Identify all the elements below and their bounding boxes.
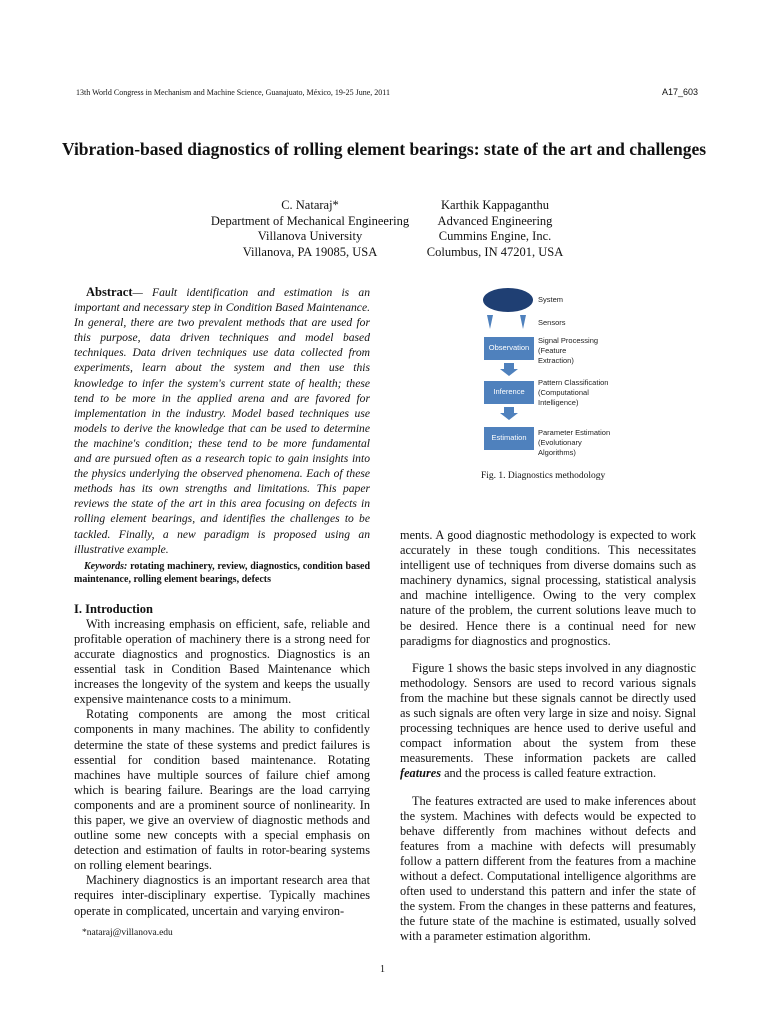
- pattern-classification-label: [538, 378, 608, 408]
- author-block-2: [410, 198, 580, 260]
- intro-paragraph-3: Machinery diagnostics is an important research area that requires inter-disciplinary expertise. Typically machines operate in complicated, uncertain and varying environ-: [74, 873, 370, 918]
- author-name: Karthik Kappaganthu: [441, 198, 549, 212]
- parameter-line: Parameter Estimation: [538, 428, 611, 437]
- signal-processing-line: (Feature: [538, 346, 567, 355]
- abstract-text: — Fault identification and estimation is an important and necessary step in Condition Based Maintenance. In general, there are two prevalent methods that are used for this purpose, data driven techniques and model based techniques. Data driven techniques use data collected from experiments, learn about the system and then use this knowledge to infer the system's current state of health; these tend to be more in the applied arena and are favored for implementation in the industry. Model based techniques use models to derive the knowledge that can be used to determine the machine's condition; these tend to be more fundamental and are pursued often as a research topic to gain insights into the physics underlying the observed phenomena. Each of these methods has its own strengths and limitations. This paper reviews the state of the art in this area focusing on defects in rolling element bearings, and identifies the challenges to be tackled. Finally, a new paradigm is proposed using an illustrative example.: [74, 286, 370, 556]
- estimation-label: Estimation: [491, 433, 527, 442]
- signal-processing-line: Signal Processing: [538, 336, 599, 345]
- pattern-line: Pattern Classification: [538, 378, 609, 387]
- author-block-1: [190, 198, 430, 260]
- intro-paragraph-1: With increasing emphasis on efficient, safe, reliable and profitable operation of machinery there is a strong need for accurate diagnostics and prognostics. Diagnostics is an essential task in Condition Based Maintenance which increases the longevity of the system and keeps the usually expensive maintenance costs to a minimum.: [74, 616, 370, 707]
- arrow-down-icon: [500, 363, 518, 376]
- author-affiliation: Department of Mechanical Engineering: [210, 213, 410, 228]
- pattern-line: Intelligence): [538, 398, 579, 407]
- footnote: *nataraj@villanova.edu: [82, 928, 173, 938]
- keywords: [74, 560, 370, 587]
- section-heading: I. Introduction: [74, 601, 153, 616]
- author-affiliation: Cummins Engine, Inc.: [438, 229, 552, 243]
- parameter-line: (Evolutionary: [538, 438, 582, 447]
- paragraph-text: and the process is called feature extraction.: [441, 766, 657, 781]
- right-column: [400, 528, 696, 956]
- page-number: 1: [380, 964, 385, 975]
- system-label: System: [538, 295, 564, 304]
- keywords-label: Keywords:: [84, 560, 128, 572]
- abstract-label: Abstract: [86, 285, 133, 299]
- system-ellipse: [483, 288, 533, 312]
- sensor-left-icon: [487, 315, 493, 329]
- parameter-estimation-label: [538, 428, 610, 458]
- pattern-line: (Computational: [538, 388, 589, 397]
- features-paragraph: The features extracted are used to make inferences about the system. Machines with defects would be expected to behave differently from machines without defects and features from a machine with defects will presumably follow a pattern different from the features from a machine without a defect. Computational intelligence algorithms are often used to understand this pattern and infer the state of the system. From the changes in these patterns and features, the future state of the machine is estimated, usually solved with a parameter estimation algorithm.: [400, 793, 696, 944]
- author-affiliation: Villanova, PA 19085, USA: [242, 244, 378, 259]
- observation-label: Observation: [488, 343, 530, 352]
- author-name: C. Nataraj*: [281, 198, 339, 212]
- arrow-down-icon: [500, 407, 518, 420]
- left-column: [74, 285, 370, 919]
- conference-header: 13th World Congress in Mechanism and Machine Science, Guanajuato, México, 19-25 June, 2011: [76, 88, 390, 97]
- signal-processing-label: [538, 336, 598, 366]
- figure-discussion-paragraph: [400, 661, 696, 782]
- sensors-label: Sensors: [538, 318, 566, 327]
- abstract: [74, 285, 370, 557]
- figure-caption: Fig. 1. Diagnostics methodology: [481, 471, 606, 481]
- features-term: features: [400, 766, 441, 781]
- paper-id: A17_603: [661, 87, 698, 97]
- inference-label: Inference: [493, 387, 525, 396]
- continuation-paragraph: ments. A good diagnostic methodology is expected to work accurately in these tough conditions. This necessitates intelligent use of techniques from diverse domains such as machinery dynamics, signal processing, statistical analysis and machine intelligence. Owing to the very complex nature of the problem, the current solutions leave much to be desired. Hence there is a continual need for new paradigms for diagnostics and prognostics.: [400, 528, 696, 648]
- paragraph-text: Figure 1 shows the basic steps involved in any diagnostic methodology. Sensors are used to record various signals from the machine but these signals cannot be directly used as such signals are often very large in size and noisy. Signal processing techniques are hence used to derive useful and compact information about the system from these measurements. These information packets are called: [400, 660, 696, 766]
- keywords-text: rotating machinery, review, diagnostics, condition based maintenance, rolling element bearings, defects: [74, 560, 370, 586]
- intro-paragraph-2: Rotating components are among the most critical components in many machines. The ability to confidently determine the state of these systems and predict failures is essential for condition based maintenance. Rotating machines have multiple sources of failure chief among which is bearing failure. Bearings are the load carrying components and are a prominent source of nonlinearity. In this paper, we give an overview of diagnostic methods and outline some new concepts with a special emphasis on detection and estimation of faults in rotor-bearing systems on rolling element bearings.: [74, 707, 370, 873]
- paper-title: Vibration-based diagnostics of rolling element bearings: state of the art and challenges: [61, 139, 707, 159]
- sensor-right-icon: [520, 315, 526, 329]
- author-affiliation: Columbus, IN 47201, USA: [426, 244, 564, 259]
- diagnostics-figure: [478, 285, 628, 465]
- author-affiliation: Advanced Engineering: [437, 213, 553, 228]
- parameter-line: Algorithms): [538, 448, 576, 457]
- signal-processing-line: Extraction): [538, 356, 574, 365]
- author-affiliation: Villanova University: [257, 229, 363, 243]
